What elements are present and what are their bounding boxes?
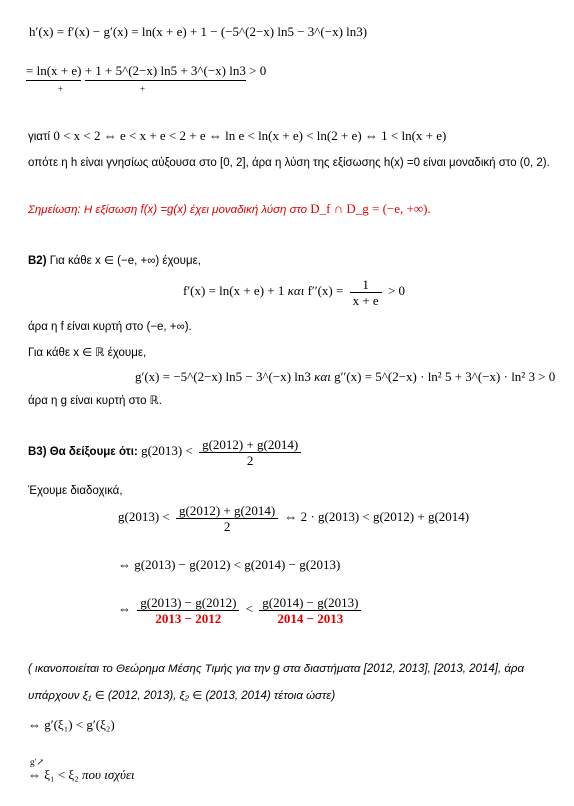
step3-den-1: 2013 − 2012 (155, 610, 222, 626)
step3-fraction-1 (137, 595, 239, 626)
b2-frac-num: 1 (350, 277, 382, 293)
b2-eq-kai: και (287, 283, 305, 298)
b2-fraction (350, 277, 382, 308)
step1-frac-num: g(2012) + g(2014) (176, 503, 278, 519)
hprime-equation: h′(x) = f′(x) − g′(x) = ln(x + e) + 1 − (−5^(2−x) ln5 − 3^(−x) ln3) (29, 24, 368, 39)
step5-eq: ⇔ ξ₁ < ξ₂ (28, 767, 79, 782)
underbrace-mark-1: + (58, 84, 64, 94)
because-line (28, 128, 446, 145)
step1 (118, 502, 469, 534)
step3-fraction-2 (259, 595, 361, 626)
g-eq-first: g′(x) = −5^(2−x) ln5 − 3^(−x) ln3 (135, 369, 311, 384)
step1-lhs: g(2013) < (118, 509, 170, 524)
step1-fraction (176, 503, 278, 534)
step1-rhs: ⇔ 2 · g(2013) < g(2012) + g(2014) (284, 509, 470, 524)
b2-eq-left: f′(x) = ln(x + e) + 1 (183, 283, 285, 298)
underbrace-positive-terms: + 1 + 5^(2−x) ln5 + 3^(−x) ln3 (85, 63, 246, 81)
step3 (118, 594, 364, 626)
b2-eq-right: > 0 (387, 283, 406, 298)
g-eq-kai: και (314, 369, 331, 384)
step4: ⇔ g′(ξ₁) < g′(ξ₂) (28, 717, 115, 732)
note-math: D_f ∩ D_g = (−e, +∞). (310, 201, 431, 216)
note-line (28, 201, 431, 218)
mvt-line-2: υπάρχουν ξ₁ ∈ (2012, 2013), ξ₂ ∈ (2013, 2014) τέτοια ώστε) (28, 690, 336, 702)
underbrace-ln: = ln(x + e) (26, 63, 81, 81)
mvt-line-1: ( ικανοποιείται το Θεώρημα Μέσης Τιμής για την g στα διαστήματα [2012, 2013], [2013, 2014], άρα (28, 663, 525, 675)
b2-line (28, 252, 201, 269)
b2-eq-mid: f′′(x) = (307, 283, 344, 298)
step3-arrow: ⇔ (118, 601, 131, 616)
b2-equation (183, 276, 405, 308)
b3-line (28, 436, 304, 468)
g-derivatives (135, 369, 555, 385)
b3-frac-den: 2 (246, 452, 254, 468)
step3-num-1: g(2013) − g(2012) (137, 595, 239, 611)
step5-overscript: g′↗ (30, 757, 45, 767)
step3-den-2: 2014 − 2013 (277, 610, 344, 626)
step3-num-2: g(2014) − g(2013) (259, 595, 361, 611)
conclusion-text: οπότε η h είναι γνησίως αύξουσα στο [0, 2], άρα η λύση της εξίσωσης h(x) =0 είναι μοναδική στο (0, 2). (28, 157, 550, 169)
g-eq-second: g′′(x) = 5^(2−x) · ln² 5 + 3^(−x) · ln² 3 > 0 (334, 369, 556, 384)
b2-label: B2) (28, 255, 47, 267)
b2-text: Για κάθε x ∈ (−e, +∞) έχουμε, (49, 255, 201, 267)
step5 (28, 767, 135, 783)
successively-text: Έχουμε διαδοχικά, (28, 485, 123, 497)
g-convex-text: άρα η g είναι κυρτή στο ℝ. (28, 395, 162, 407)
b3-label: B3) Θα δείξουμε ότι: (28, 446, 138, 458)
note-text: Σημείωση: Η εξίσωση f(x) =g(x) έχει μοναδική λύση στο (28, 204, 308, 216)
underbrace-mark-2: + (140, 84, 146, 94)
step5-tail: που ισχύει (82, 767, 135, 782)
step2: ⇔ g(2013) − g(2012) < g(2014) − g(2013) (118, 557, 341, 572)
b3-fraction (199, 437, 301, 468)
b3-lhs: g(2013) < (141, 443, 193, 458)
positive-tail: > 0 (249, 63, 267, 78)
because-equation: 0 < x < 2 ⇔ e < x + e < 2 + e ⇔ ln e < ln(x + e) < ln(2 + e) ⇔ 1 < ln(x + e) (53, 128, 447, 143)
b2-frac-den: x + e (352, 292, 379, 308)
hprime-expansion (26, 63, 266, 81)
step3-lt: < (245, 601, 253, 616)
b3-frac-num: g(2012) + g(2014) (199, 437, 301, 453)
f-convex-text: άρα η f είναι κυρτή στο (−e, +∞). (28, 321, 192, 333)
for-all-r-text: Για κάθε x ∈ ℝ έχουμε, (28, 347, 147, 359)
because-prefix: γιατί (28, 131, 51, 143)
step1-frac-den: 2 (223, 518, 231, 534)
